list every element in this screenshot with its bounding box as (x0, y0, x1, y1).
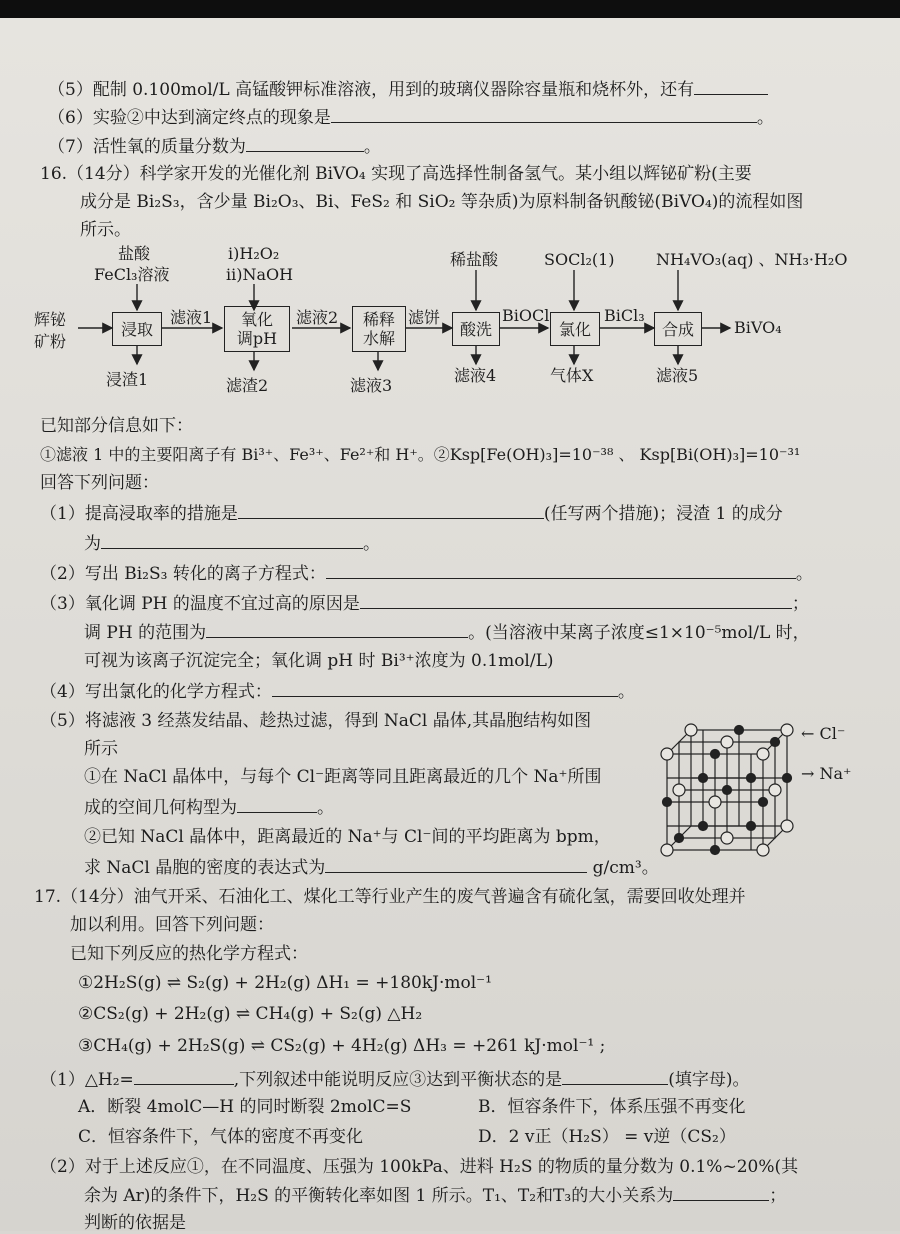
answer-blank[interactable] (238, 502, 544, 519)
q16-part5-line5: ②已知 NaCl 晶体中，距离最近的 Na⁺与 Cl⁻间的平均距离为 bpm， (84, 827, 611, 847)
answer-blank[interactable] (272, 680, 618, 697)
flow-mid1: 滤液1 (170, 308, 213, 327)
answer-blank[interactable] (325, 856, 587, 873)
flow-out2: 滤渣2 (226, 376, 269, 395)
q17-option-b: B．恒容条件下，体系压强不再变化 (478, 1097, 746, 1117)
flow-out6: 滤液5 (656, 366, 699, 385)
q16-title-line1: 16.（14分）科学家开发的光催化剂 BiVO₄ 实现了高选择性制备氢气。某小组以辉铋矿粉(主要 (40, 164, 752, 184)
flow-out5: 气体X (550, 366, 594, 385)
q16-part3-line2: 调 PH 的范围为 。(当溶液中某离子浓度≤1×10⁻⁵mol/L 时， (84, 623, 810, 643)
nacl-unit-cell-figure (655, 718, 895, 868)
q16-part1-line1: （1）提高浸取率的措施是 (任写两个措施)；浸渣 1 的成分 (40, 504, 783, 524)
q17-known: 已知下列反应的热化学方程式： (70, 944, 308, 964)
flow-out1: 浸渣1 (106, 370, 149, 389)
q17-option-d: D．2 v正（H₂S） = v逆（CS₂） (478, 1127, 736, 1147)
q17-equation1: ①2H₂S(g) ⇌ S₂(g) + 2H₂(g) ΔH₁ = +180kJ·mol⁻¹ (78, 973, 492, 993)
q16-part5-line3: ①在 NaCl 晶体中，与每个 Cl⁻距离等同且距离最近的几个 Na⁺所围 (84, 767, 602, 787)
q17-option-a: A．断裂 4molC—H 的同时断裂 2molC=S (78, 1097, 412, 1117)
answer-blank[interactable] (331, 106, 757, 123)
answer-blank[interactable] (206, 621, 468, 638)
q17-title-line1: 17.（14分）油气开采、石油化工、煤化工等行业产生的废气普遍含有硫化氢，需要回收处理并 (34, 887, 746, 907)
flow-reagent1-line1: 盐酸 (118, 244, 151, 263)
q16-part1-line2: 为 。 (84, 534, 380, 554)
flow-step-chlorinate: 氯化 (550, 312, 600, 346)
flow-reagent6: NH₄VO₃(aq) 、NH₃·H₂O (656, 250, 848, 269)
q17-option-c: C．恒容条件下，气体的密度不再变化 (78, 1127, 364, 1147)
answer-blank[interactable] (673, 1184, 769, 1201)
answer-blank[interactable] (562, 1068, 668, 1085)
answer-blank[interactable] (134, 1068, 234, 1085)
q17-part2-line1: （2）对于上述反应①，在不同温度、压强为 100kPa、进料 H₂S 的物质的量分数为 0.1%~20%(其 (40, 1157, 799, 1177)
q16-title-line2: 成分是 Bi₂S₃，含少量 Bi₂O₃、Bi、FeS₂ 和 SiO₂ 等杂质)为原料制备钒酸铋(BiVO₄)的流程如图 (80, 192, 804, 212)
flow-mid3: 滤饼 (408, 308, 441, 327)
answer-blank[interactable] (694, 78, 768, 95)
nacl-lattice (655, 718, 805, 868)
flow-reagent1-line2: FeCl₃溶液 (94, 265, 170, 284)
answer-blank[interactable] (360, 592, 792, 609)
flow-out4: 滤液4 (454, 366, 497, 385)
answer-blank[interactable] (326, 562, 796, 579)
flow-mid4: BiOCl (502, 306, 550, 325)
q15-part5: （5）配制 0.100mol/L 高锰酸钾标准溶液，用到的玻璃仪器除容量瓶和烧杯外，还有 (48, 78, 768, 101)
q17-part2-line2: 余为 Ar)的条件下，H₂S 的平衡转化率如图 1 所示。T₁、T₂和T₃的大小关系为 ； (84, 1186, 787, 1206)
flow-mid2: 滤液2 (296, 308, 339, 327)
q17-equation3: ③CH₄(g) + 2H₂S(g) ⇌ CS₂(g) + 4H₂(g) ΔH₃ = +261 kJ·mol⁻¹ ; (78, 1036, 606, 1056)
q16-known: 已知部分信息如下： (40, 416, 193, 436)
q16-part5-line6: 求 NaCl 晶胞的密度的表达式为 g/cm³。 (84, 858, 659, 878)
q16-part5-line2: 所示 (84, 739, 118, 759)
q17-equation2: ②CS₂(g) + 2H₂(g) ⇌ CH₄(g) + S₂(g) △H₂ (78, 1004, 423, 1024)
flow-step-oxidize: 氧化 调pH (224, 306, 290, 352)
scan-top-edge (0, 0, 900, 18)
q16-title-line3: 所示。 (80, 220, 131, 240)
answer-blank[interactable] (246, 135, 364, 152)
q16-part5-line4: 成的空间几何构型为 。 (84, 798, 334, 818)
q15-part7: （7）活性氧的质量分数为 。 (48, 137, 381, 157)
q16-info: ①滤液 1 中的主要阳离子有 Bi³⁺、Fe³⁺、Fe²⁺和 H⁺。②Ksp[Fe(OH)₃]=10⁻³⁸ 、 Ksp[Bi(OH)₃]=10⁻³¹ (40, 445, 801, 464)
flow-step-hydrolysis: 稀释 水解 (352, 306, 406, 352)
na-ion-label: → Na⁺ (801, 764, 852, 783)
flow-reagent2-line2: ii)NaOH (226, 265, 294, 284)
flow-step-leach: 浸取 (112, 312, 162, 346)
q16-part3-line1: （3）氧化调 PH 的温度不宜过高的原因是 ； (40, 594, 809, 614)
flow-mid5: BiCl₃ (604, 306, 645, 325)
flow-step-acidwash: 酸洗 (452, 312, 500, 346)
flow-out3: 滤液3 (350, 376, 393, 395)
process-flow-diagram (30, 240, 890, 405)
q16-part4: （4）写出氯化的化学方程式： 。 (40, 682, 635, 702)
q16-part3-line3: 可视为该离子沉淀完全；氧化调 pH 时 Bi³⁺浓度为 0.1mol/L) (84, 651, 554, 671)
q16-answer-prompt: 回答下列问题： (40, 473, 159, 493)
flow-reagent5: SOCl₂(1) (544, 250, 615, 269)
flow-reagent2-line1: i)H₂O₂ (228, 244, 280, 263)
q17-part2-line3: 判断的依据是 (84, 1213, 186, 1233)
q17-part1: （1）△H₂= ,下列叙述中能说明反应③达到平衡状态的是 (填字母)。 (40, 1070, 750, 1090)
answer-blank[interactable] (101, 532, 363, 549)
q15-part6: （6）实验②中达到滴定终点的现象是 。 (48, 108, 774, 128)
flow-step-synthesis: 合成 (654, 312, 702, 346)
answer-blank[interactable] (237, 796, 317, 813)
q16-part2: （2）写出 Bi₂S₃ 转化的离子方程式： 。 (40, 564, 813, 584)
flow-product: BiVO₄ (734, 318, 782, 337)
q17-title-line2: 加以利用。回答下列问题： (70, 915, 274, 935)
q16-part5-line1: （5）将滤液 3 经蒸发结晶、趁热过滤，得到 NaCl 晶体,其晶胞结构如图 (40, 711, 592, 731)
flow-reagent4: 稀盐酸 (450, 250, 499, 269)
flow-start-line2: 矿粉 (34, 332, 67, 351)
flow-start-line1: 辉铋 (34, 310, 67, 329)
cl-ion-label: ← Cl⁻ (801, 724, 846, 743)
